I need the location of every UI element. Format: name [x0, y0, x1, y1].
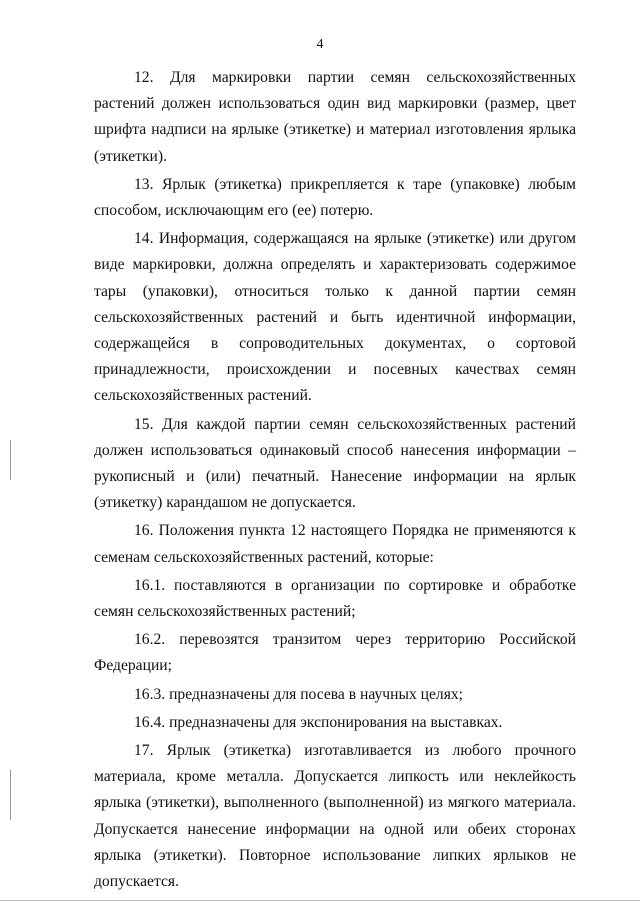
paragraph-14: 14. Информация, содержащаяся на ярлыке (этикетке) или другом виде маркировки, должна определять и характеризовать содержимое тары (упаковки), относиться только к данной партии семян сельскохозяйственных растений и быть идентичной информации, содержащейся в сопроводительных документах, о сортовой принадлежности, происхождении и посевных качествах семян сельскохозяйственных растений.	[94, 230, 576, 405]
paragraph-15: 15. Для каждой партии семян сельскохозяйственных растений должен использоваться одинаковый способ нанесения информации – рукописный и (или) печатный. Нанесение информации на ярлык (этикетку) карандашом не допускается.	[94, 415, 576, 512]
paragraph-17: 17. Ярлык (этикетка) изготавливается из любого прочного материала, кроме металла. Допускается липкость или неклейкость ярлыка (этикетки), выполненного (выполненной) из мягкого материала. Допускается нанесение информации на одной или обеих сторонах ярлыка (этикетки). Повторное использование липких ярлыков не допускается.	[94, 742, 576, 891]
paragraph-12: 12. Для маркировки партии семян сельскохозяйственных растений должен использоваться один вид маркировки (размер, цвет шрифта надписи на ярлыке (этикетке) и материал изготовления ярлыка (этикетки).	[94, 69, 576, 165]
paragraph-13: 13. Ярлык (этикетка) прикрепляется к таре (упаковке) любым способом, исключающим его (ее) потерю.	[94, 175, 576, 220]
scan-artifact-line	[10, 770, 11, 820]
page-number: 4	[316, 37, 324, 52]
paragraph-16: 16. Положения пункта 12 настоящего Порядка не применяются к семенам сельскохозяйственных растений, которые:	[94, 522, 576, 566]
paragraph-16-4: 16.4. предназначены для экспонирования на выставках.	[134, 713, 503, 731]
page-bottom-edge	[0, 900, 640, 901]
document-body	[94, 65, 576, 897]
scan-artifact-line	[10, 440, 11, 480]
paragraph-16-3: 16.3. предназначены для посева в научных целях;	[134, 685, 463, 703]
paragraph-16-1: 16.1. поставляются в организации по сортировке и обработке семян сельскохозяйственных растений;	[94, 576, 576, 621]
paragraph-16-2: 16.2. перевозятся транзитом через территорию Российской Федерации;	[94, 631, 576, 675]
